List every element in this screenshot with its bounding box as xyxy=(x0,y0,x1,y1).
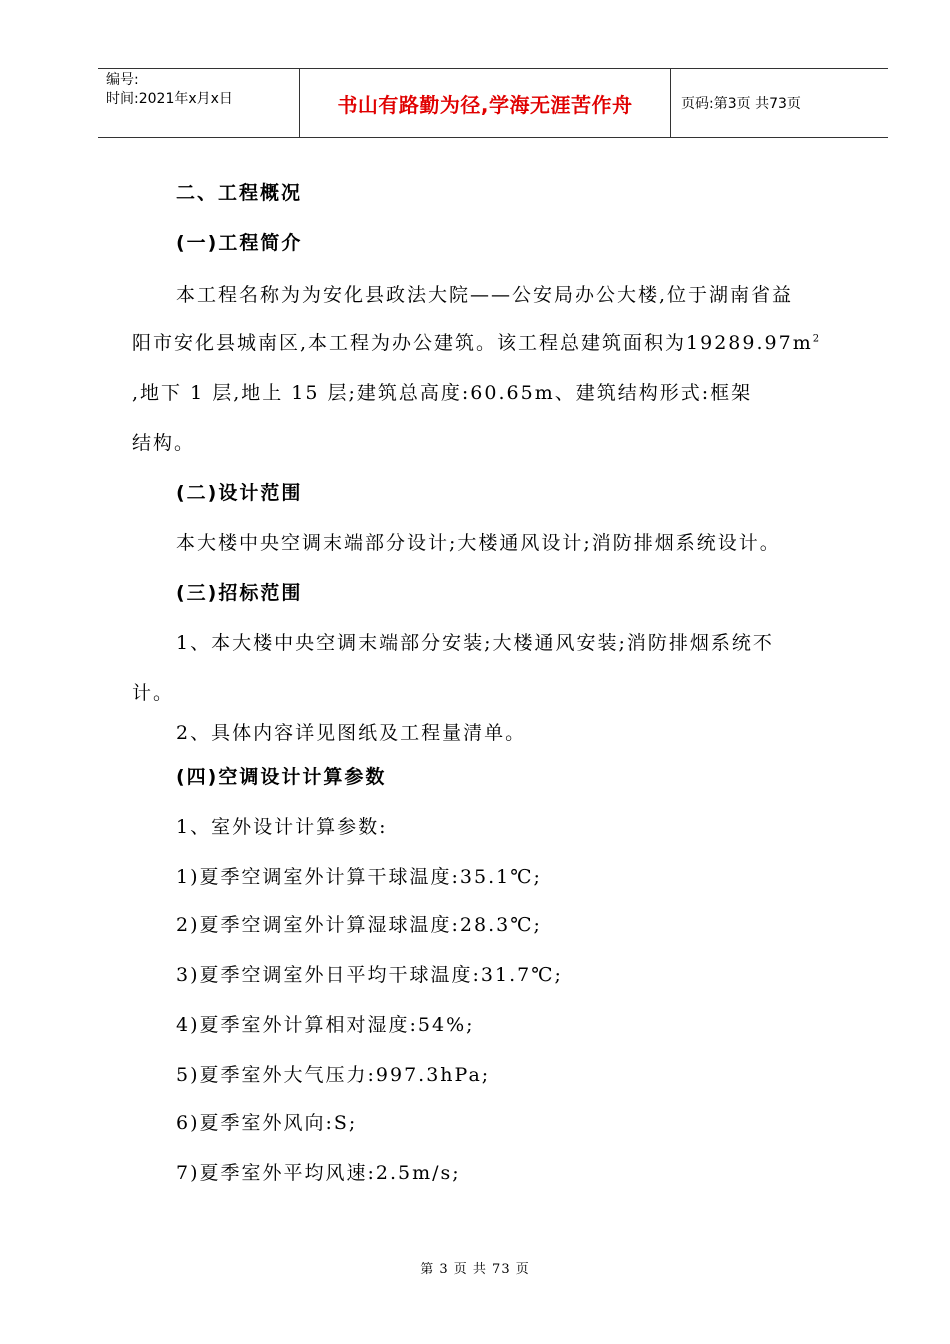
list-item: 7)夏季室外平均风速:2.5m/s; xyxy=(176,1162,461,1184)
subsection-title-ac-params: (四)空调设计计算参数 xyxy=(176,766,387,788)
code-label: 编号: xyxy=(106,72,139,88)
list-item: 2)夏季空调室外计算湿球温度:28.3℃; xyxy=(176,914,542,936)
list-item: 1、室外设计计算参数: xyxy=(176,816,388,838)
paragraph-line: 结构。 xyxy=(132,432,196,454)
list-item: 3)夏季空调室外日平均干球温度:31.7℃; xyxy=(176,964,563,986)
page-footer: 第 3 页 共 73 页 xyxy=(420,1262,530,1277)
list-item: 4)夏季室外计算相对湿度:54%; xyxy=(176,1014,475,1036)
list-item: 5)夏季室外大气压力:997.3hPa; xyxy=(176,1064,491,1086)
subsection-title-bid-scope: (三)招标范围 xyxy=(176,582,303,604)
subsection-title-overview: (一)工程简介 xyxy=(176,232,303,254)
section-title: 二、工程概况 xyxy=(176,182,303,204)
header-meta xyxy=(98,69,299,137)
paragraph-line: 2、具体内容详见图纸及工程量清单。 xyxy=(176,722,527,744)
header-page-cell xyxy=(671,69,888,137)
list-item: 1)夏季空调室外计算干球温度:35.1℃; xyxy=(176,866,542,888)
page-header xyxy=(98,68,888,138)
motto-text: 书山有路勤为径,学海无涯苦作舟 xyxy=(337,92,633,117)
paragraph-line: 本工程名称为为安化县政法大院——公安局办公大楼,位于湖南省益 xyxy=(176,284,794,306)
superscript: 2 xyxy=(812,333,822,345)
paragraph-line: 计。 xyxy=(132,682,175,704)
header-motto-cell xyxy=(299,69,671,137)
list-item: 6)夏季室外风向:S; xyxy=(176,1112,358,1134)
page-label: 页码:第3页 共73页 xyxy=(681,96,801,112)
paragraph-line: ,地下 1 层,地上 15 层;建筑总高度:60.65m、建筑结构形式:框架 xyxy=(132,382,753,404)
subsection-title-design-scope: (二)设计范围 xyxy=(176,482,303,504)
paragraph-line: 阳市安化县城南区,本工程为办公建筑。该工程总建筑面积为$19289.97m^2$ xyxy=(132,332,822,354)
time-label: 时间:2021年x月x日 xyxy=(106,91,233,107)
paragraph-line: 本大楼中央空调末端部分设计;大楼通风设计;消防排烟系统设计。 xyxy=(176,532,781,554)
paragraph-line: 1、本大楼中央空调末端部分安装;大楼通风安装;消防排烟系统不 xyxy=(176,632,774,654)
